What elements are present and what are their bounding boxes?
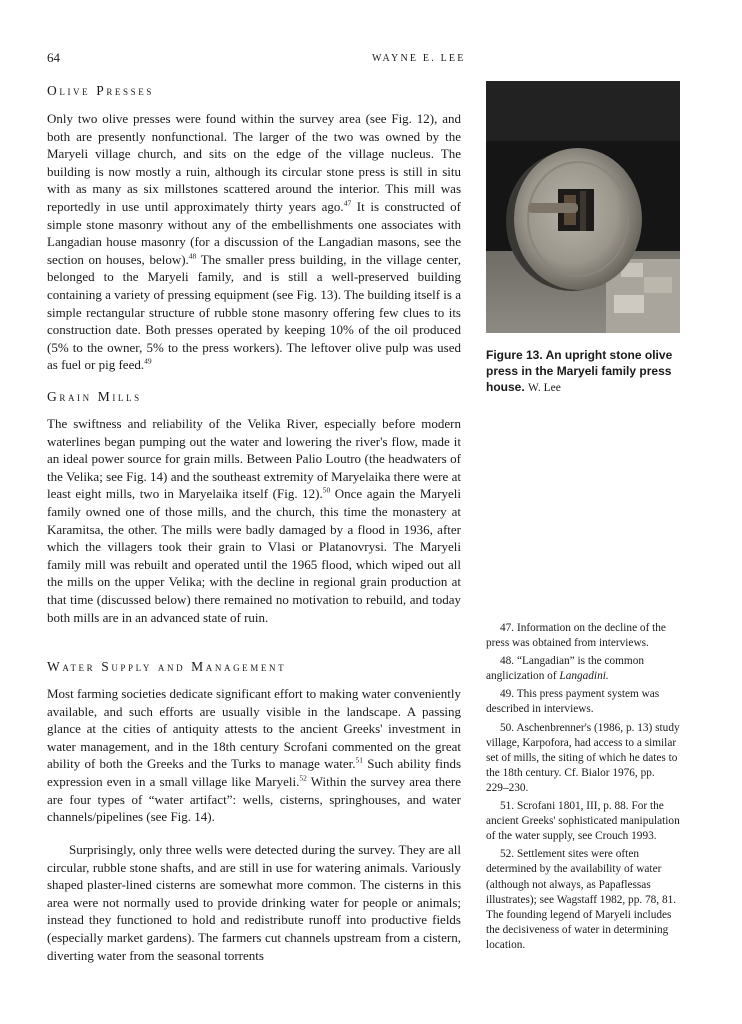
paragraph-water-supply-2: Surprisingly, only three wells were detected during the survey. They are all circular, rubble stone shafts, and are still in use for watering animals. Variously shaped plaster-lined cisterns are somewhat more common. The cisterns in this area were not normally used to provide drinking water for people or animals; instead they functioned to hold and redistribute runoff into productive fields (especially market gardens). The farmers cut channels upstream from a cistern, diverting water from the seasonal torrents bbox=[47, 842, 461, 963]
page-number: 64 bbox=[47, 50, 60, 65]
footnote-ref-50: 50 bbox=[322, 486, 331, 496]
footnote-ref-51: 51 bbox=[355, 756, 364, 766]
footnote-ref-48: 48 bbox=[188, 251, 197, 261]
footnote-ref-49: 49 bbox=[144, 356, 152, 366]
footnote-48 bbox=[486, 654, 680, 684]
figure-caption-text: Figure 13. An upright stone olive press in the Maryeli family press house. bbox=[486, 348, 673, 394]
running-head: WAYNE E. LEE bbox=[372, 53, 466, 64]
footnote-50: 50. Aschenbrenner's (1986, p. 13) study village, Karpofora, had access to a similar set of mills, the siting of which he dates to the 18th century. Cf. Bialor 1976, pp. 229–230. bbox=[486, 721, 680, 794]
footnote-48-italic: Langadini. bbox=[559, 670, 609, 683]
section-heading-grain-mills: Grain Mills bbox=[47, 389, 142, 404]
figure-caption bbox=[486, 347, 680, 396]
footnote-52: 52. Settlement sites were often determined by the availability of water (although not always, as Papaflessas illustrates); see Wagstaff 1982, pp. 78, 81. The founding legend of Maryeli includes the decisiveness of water in determining location. bbox=[486, 848, 677, 951]
figure-credit: W. Lee bbox=[528, 382, 561, 394]
footnote-48-text: 48. “Langadian” is the common anglicization of bbox=[486, 655, 644, 683]
olive-press-photo bbox=[486, 81, 680, 333]
footnote-51: 51. Scrofani 1801, III, p. 88. For the ancient Greeks' sophisticated manipulation of the water supply, see Crouch 1993. bbox=[486, 800, 680, 843]
paragraph-water-supply-1: Most farming societies dedicate significant effort to making water conveniently available, and such efforts are usually visible in the landscape. A passing glance at the cities of antiquity attests to the ancient Greeks' investment in water management, and in the 18th century Scrofani commented on the great ability of both the Greeks and the Turks to manage water.$^{51}$ Such ability finds expression even in a small village like Maryeli.$^{52}$ Within the survey area there are four types of “water artifact”: wells, cisterns, springhouses, and water channels/pipelines (see Fig. 14). bbox=[47, 686, 461, 825]
footnote-47: 47. Information on the decline of the press was obtained from interviews. bbox=[486, 622, 666, 650]
footnote-ref-52: 52 bbox=[299, 773, 307, 783]
section-heading-olive-presses: Olive Presses bbox=[47, 83, 154, 98]
section-heading-water-supply: Water Supply and Management bbox=[47, 659, 287, 674]
paragraph-olive-presses: Only two olive presses were found within the survey area (see Fig. 12), and both are presently nonfunctional. The larger of the two was owned by the Maryeli village church, and sits on the edge of the village nucleus. The building is now mostly a ruin, although its circular stone press is still in situ with as many as six millstones scattered around the interior. This mill was reportedly in use until approximately thirty years ago.$^{47}$ It is constructed of simple stone masonry without any of the embellishments one associates with Langadian house masonry (for a discussion of the Langadian masons, see the section on houses, below).$^{48}$ The smaller press building, in the village center, belonged to the Maryeli family, and is still a well-preserved building containing a variety of pressing equipment (see Fig. 13). The building itself is a simple rectangular structure of rubble stone masonry offering few clues to its construction date. Both presses operated by keeping 10% of the oil produced (5% to the owner, 5% to the press workers). The leftover olive pulp was used as fuel or pig feed.$^{49}$ bbox=[47, 111, 461, 373]
footnote-ref-47: 47 bbox=[343, 198, 352, 208]
footnote-49: 49. This press payment system was described in interviews. bbox=[486, 688, 660, 716]
paragraph-grain-mills: The swiftness and reliability of the Velika River, especially before modern waterlines began pumping out the water and lowering the river's flow, made it an ideal power source for grain mills. Between Palio Loutro (the headwaters of the Velika; see Fig. 14) and the southeast extremity of Maryelaika there were at least eight mills, two in Maryelaika itself (Fig. 12).$^{50}$ Once again the Maryeli family owned one of those mills, and the church, this time the monastery at Karamitsa, the other. The mills were badly damaged by a flood in 1936, after which the villagers took their grain to Vlasi or Platanovrysi. The Maryeli family mill was rebuilt and operated until the 1965 flood, which wiped out all the mills on the upper Velika; with the decline in regional grain production at that time (discussed below) there remained no motivation to rebuild, and today both mills are in an advanced state of ruin. bbox=[47, 416, 461, 625]
footnotes bbox=[486, 621, 680, 956]
